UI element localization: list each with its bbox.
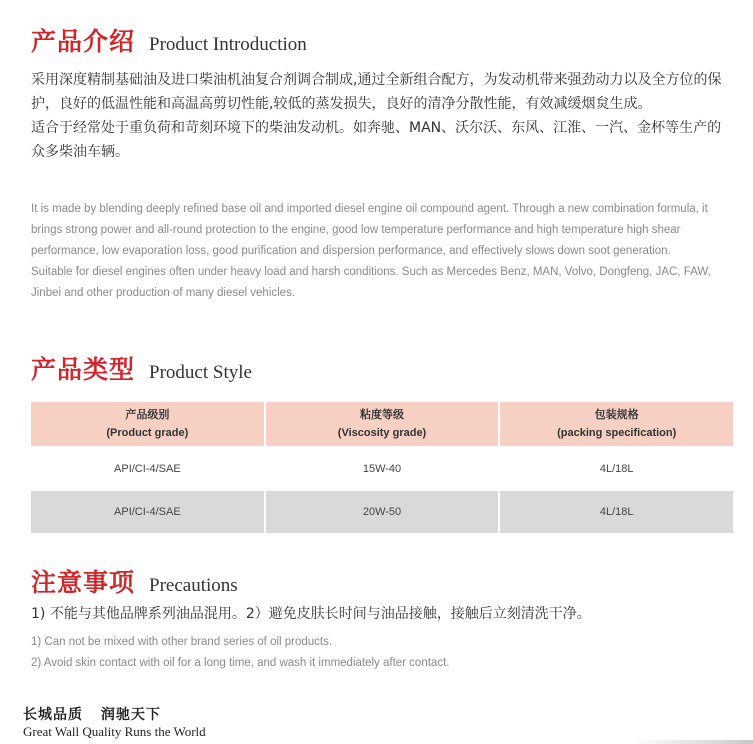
intro-en-paragraph-1: It is made by blending deeply refined base oil and imported diesel engine oil compound agent. Through a new combination formula, it brings strong power and all-round protection to the engine, good low temperature performance and high temperature high shear performance, low evaporation loss, good purification and dispersion performance, and effectively slows down soot generation. (31, 203, 708, 257)
precautions-heading (31, 563, 238, 599)
header-label-zh: 产品级别 (125, 409, 170, 421)
intro-title-zh: 产品介绍 (31, 27, 136, 56)
slogan-zh-part-2: 润驰天下 (100, 707, 161, 723)
header-label-en: (Product grade) (106, 427, 189, 439)
table-cell: API/CI-4/SAE (31, 446, 264, 491)
table-row (31, 491, 733, 533)
slogan-zh-part-1: 长城品质 (23, 707, 83, 723)
intro-zh-paragraph-2: 适合于经常处于重负荷和苛刻环境下的柴油发动机。如奔驰、MAN、沃尔沃、东风、江淮、一汽、金杯等生产的众多柴油车辆。 (31, 120, 722, 160)
intro-title-en: Product Introduction (149, 34, 307, 55)
footer-slogan-en: Great Wall Quality Runs the World (23, 724, 206, 739)
table-cell: 4L/18L (500, 491, 733, 533)
style-title-en: Product Style (149, 362, 252, 383)
footer-slogan-zh (23, 704, 161, 724)
precautions-zh-text (31, 602, 731, 626)
precautions-en-text (31, 632, 731, 674)
header-label-zh: 包装规格 (594, 409, 639, 421)
intro-heading (31, 22, 307, 58)
style-heading (31, 350, 252, 386)
table-header-row (31, 402, 733, 446)
table-row (31, 446, 733, 491)
precautions-en-line-1: 1) Can not be mixed with other brand series of oil products. (31, 636, 333, 648)
header-viscosity-grade (266, 402, 499, 446)
style-title-zh: 产品类型 (31, 355, 136, 384)
precautions-title-en: Precautions (149, 575, 238, 596)
header-label-zh: 粘度等级 (360, 409, 404, 421)
corner-decoration (633, 740, 753, 744)
precautions-zh-line: 1) 不能与其他品牌系列油品混用。2）避免皮肤长时间与油品接触，接触后立刻清洗干净。 (31, 606, 591, 622)
header-label-en: (packing specification) (557, 427, 677, 439)
precautions-en-line-2: 2) Avoid skin contact with oil for a long time, and wash it immediately after contact. (31, 657, 450, 669)
table-cell: 20W-50 (266, 491, 499, 533)
header-product-grade (31, 402, 264, 446)
intro-en-text (31, 199, 731, 304)
header-packing-spec (500, 402, 733, 446)
table-cell: API/CI-4/SAE (31, 491, 264, 533)
intro-zh-paragraph-1: 采用深度精制基础油及进口柴油机油复合剂调合制成,通过全新组合配方，为发动机带来强劲动力以及全方位的保护，良好的低温性能和高温高剪切性能,较低的蒸发损失，良好的清净分散性能，有效减缓烟炱生成。 (31, 72, 722, 112)
table-cell: 4L/18L (500, 446, 733, 491)
header-label-en: (Viscosity grade) (337, 427, 427, 439)
product-style-table (31, 402, 733, 533)
table-cell: 15W-40 (266, 446, 499, 491)
precautions-title-zh: 注意事项 (31, 568, 136, 597)
intro-zh-text (31, 68, 731, 164)
intro-en-paragraph-2: Suitable for diesel engines often under heavy load and harsh conditions. Such as Mercedes Benz, MAN, Volvo, Dongfeng, JAC, FAW, Jinbei and other production of many diesel vehicles. (31, 266, 711, 299)
